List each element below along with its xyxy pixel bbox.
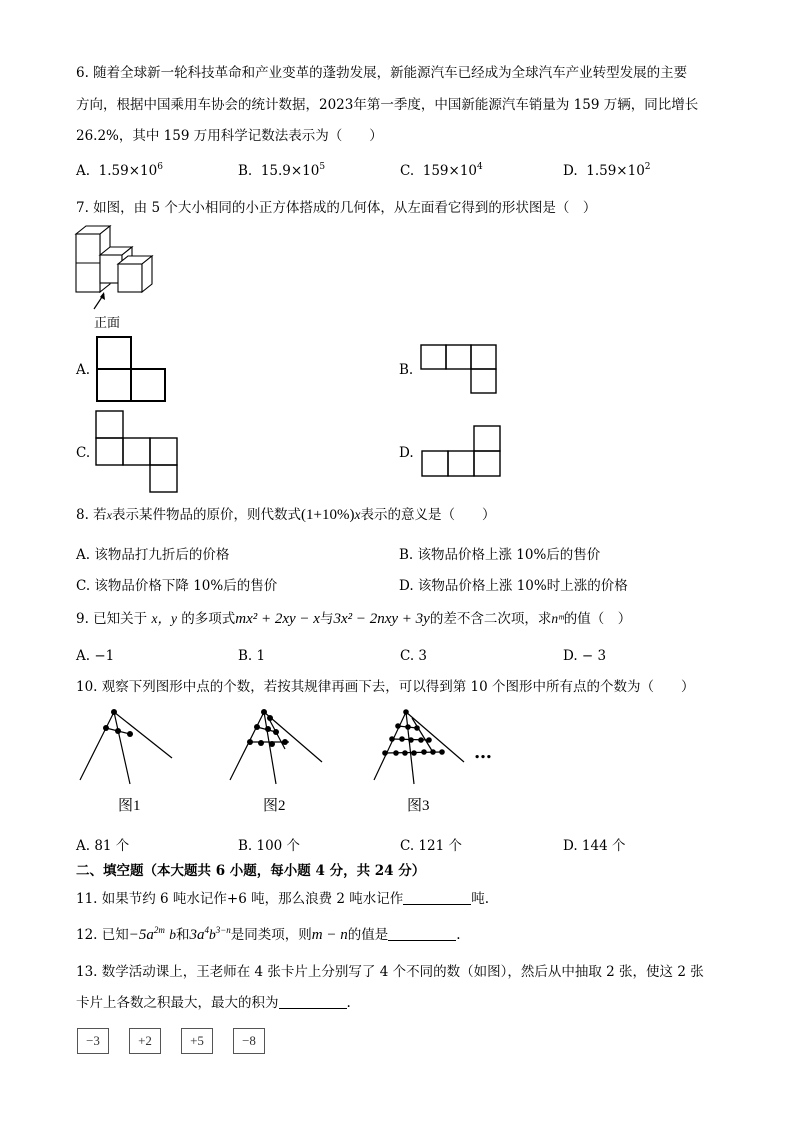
q7-stem: 7. 如图，由 5 个大小相同的小正方体搭成的几何体，从左面看它得到的形状图是（ ） [76,200,597,216]
q10-figure-1 [78,706,178,786]
q8-option-c: C. 该物品价格下降 10%后的售价 [76,578,278,594]
q7-option-c-figure-bottom [150,464,180,494]
q10-label-2: 图2 [263,798,286,814]
q7-option-b-figure [420,344,498,396]
q6-option-b: B. $15.9\times 10^5$ [238,162,326,179]
q9-option-c: C. 3 [400,648,428,664]
q12-blank[interactable] [388,928,456,941]
q9-option-b: B. 1 [238,648,266,664]
q6-line2: 方向，根据中国乘用车协会的统计数据，2023年第一季度，中国新能源汽车销量为 159 万辆，同比增长 [76,97,699,113]
q9-option-a: A. −1 [76,648,115,664]
q7-option-d-figure [421,425,503,479]
q10-option-a: A. 81 个 [76,838,130,854]
number-card: −8 [233,1028,265,1054]
q6-option-d: D. $1.59\times 10^2$ [563,162,651,179]
q11-blank[interactable] [403,892,471,905]
q7-solid-figure [70,222,170,317]
q8-option-d: D. 该物品价格上涨 10%时上涨的价格 [399,578,628,594]
q9-stem: 9. 已知关于 x，y 的多项式mx² + 2xy − x与3x² − 2nxy + 3y的差不含二次项，求nᵐ的值（ ） [76,611,632,627]
q6-option-a: A. $1.59\times 10^6$ [76,162,163,179]
number-card: +5 [181,1028,213,1054]
q8-option-a: A. 该物品打九折后的价格 [76,547,230,563]
q6-line3: 26.2%，其中 159 万用科学记数法表示为（ ） [76,128,383,144]
q10-ellipsis: … [474,742,492,763]
q7-option-c-label: C. [76,445,91,461]
section-heading: 二、填空题（本大题共 6 小题，每小题 4 分，共 24 分） [76,863,426,879]
q10-figure-2 [228,706,328,786]
q10-option-d: D. 144 个 [563,838,626,854]
q12: 12. 已知$-5a^{2m}$ b和$3a^4b^{3-n}$是同类项，则m − n的值是 . [76,925,461,943]
q13-blank[interactable] [279,996,347,1009]
q8-option-b: B. 该物品价格上涨 10%后的售价 [399,547,601,563]
q7-option-b-label: B. [399,362,414,378]
q8-stem: 8. 若x表示某件物品的原价，则代数式(1+10%)x表示的意义是（ ） [76,507,496,523]
q7-option-c-figure [95,410,179,466]
q10-label-3: 图3 [407,798,430,814]
number-card: −3 [77,1028,109,1054]
q10-option-b: B. 100 个 [238,838,301,854]
q10-stem: 10. 观察下列图形中点的个数，若按其规律再画下去，可以得到第 10 个图形中所有点的个数为（ ） [76,679,695,695]
q6-option-c: C. $159\times 10^4$ [400,162,483,179]
number-card: +2 [129,1028,161,1054]
q13-line2: 卡片上各数之积最大，最大的积为 . [76,995,351,1011]
q11: 11. 如果节约 6 吨水记作+6 吨，那么浪费 2 吨水记作 吨. [76,891,490,907]
q13-line1: 13. 数学活动课上，王老师在 4 张卡片上分别写了 4 个不同的数（如图），然后从中抽取 2 张，使这 2 张 [76,964,704,980]
q7-option-d-label: D. [399,445,414,461]
q7-front-label: 正面 [94,316,121,331]
q10-label-1: 图1 [118,798,141,814]
q10-option-c: C. 121 个 [400,838,462,854]
q7-option-a-figure [96,336,168,404]
q7-option-a-label: A. [76,362,91,378]
q9-option-d: D. − 3 [563,648,607,664]
q6-line1: 6. 随着全球新一轮科技革命和产业变革的蓬勃发展，新能源汽车已经成为全球汽车产业转型发展的主要 [76,65,688,81]
q10-figure-3 [372,706,472,786]
